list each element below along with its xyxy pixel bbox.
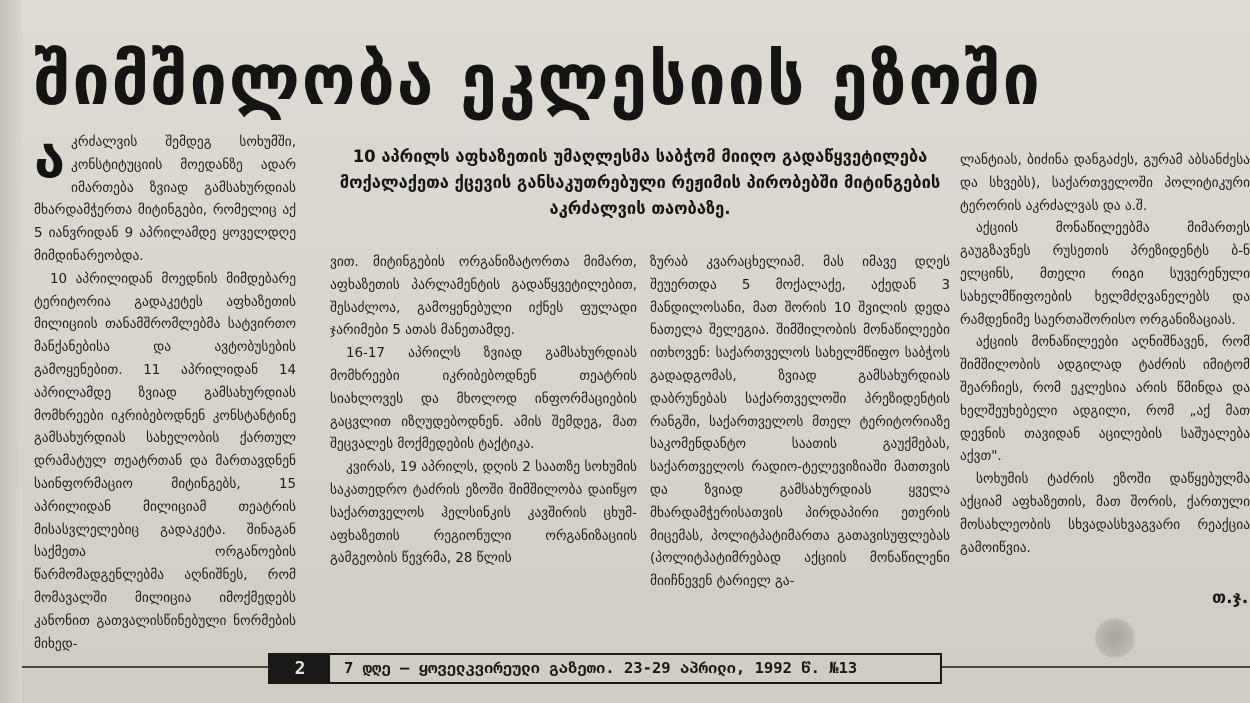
paragraph: 10 აპრილიდან მოედნის მიმდებარე ტერიტორია გადაკეტეს აფხაზეთის მილიციის თანამშრომლებმა სატვირთო მანქანებისა და ავტობუსების გამოყენებით. 11 აპრილიდან 14 აპრილამდე ზვიად გამსახურდიას მომხრეები იკრიბებოდნენ კონსტანტინე გამსახურდიას სახელობის ქართულ დრამატულ თეატრთან და მართავდნენ საინფორმაციო მიტინგებს, 15 აპრილიდან მილიციამ თეატრის მისასვლელებიც გადაკეტა. შინაგან საქმეთა ორგანოების წარმომადგენლებმა აღნიშნეს, რომ მომავალში მილიცია იმოქმედებს კანონით გათვალისწინებული ნორმების მიხედ- (34, 271, 296, 652)
masthead-line: 7 დღე — ყოველკვირეული გაზეთი. 23-29 აპრილი, 1992 წ. №13 (344, 659, 858, 677)
article-column-1 (34, 126, 296, 652)
lead-paragraph: 10 აპრილს აფხაზეთის უმაღლესმა საბჭომ მიიღო გადაწყვეტილება მოქალაქეთა ქცევის განსაკუთრებული რეჟიმის პირობებში მიტინგების აკრძალვის თაობაზე. (339, 147, 941, 218)
headline: შიმშილობა ეკლესიის ეზოში (34, 37, 1042, 122)
paragraph: კვირას, 19 აპრილს, დღის 2 საათზე სოხუმის საკათედრო ტაძრის ეზოში შიმშილობა დაიწყო საქართველოს ჰელსინკის კავშირის ცხუმ-აფხაზეთის რეგიონული ორგანიზაციის გამგეობის წევრმა, 28 წლის (330, 460, 637, 567)
paragraph: ვით. მიტინგების ორგანიზატორთა მიმართ, აფხაზეთის პარლამენტის გადაწყვეტილებით, შესაძლოა, გამოყენებული იქნეს ფულადი ჯარიმები 5 ათას მანეთამდე. (330, 255, 637, 339)
footer-rule-right (942, 666, 1250, 668)
article-column-2 (330, 252, 637, 627)
ink-smudge (1094, 617, 1136, 659)
footer-rule-left (22, 666, 268, 668)
paragraph: ლანტიას, ბიძინა დანგაძეს, გურამ აბსანძესა და სხვებს), საქართველოში პოლიტიკური ტერორის აკრძალვას და ა.შ. (960, 153, 1250, 214)
drop-cap: ა (34, 126, 66, 191)
paragraph: სოხუმის ტაძრის ეზოში დაწყებულმა აქციამ აფხაზეთის, მათ შორის, ქართული მოსახლეობის სხვადასხვაგვარი რეაქცია გამოიწვია. (960, 472, 1250, 556)
paragraph: აქციის მონაწილეებმა მიმართეს გაუგზავნეს რუსეთის პრეზიდენტს ბ-ნ ელცინს, მთელი რიგი სუვერენული სახელმწიფოების ხელმძღვანელებს და რამდენიმე საერთაშორისო ორგანიზაციას. (960, 221, 1250, 328)
article-column-4 (960, 150, 1250, 610)
paragraph: კრძალვის შემდეგ სოხუმში, კონსტიტუციის მოედანზე ადარ იმართება ზვიად გამსახურდიას მხარდამჭერთა მიტინგები, რომელიც აქ 5 იანვრიდან 9 აპრილამდე ყოველდღე მიმდინარეობდა. (34, 135, 296, 264)
paragraph: აქციის მონაწილეები აღნიშნავენ, რომ შიმშილობის ადგილად ტაძრის იმიტომ შეარჩიეს, რომ ეკლესია არის წმინდა და ხელშეუხებელი ადგილი, რომ „აქ მათ დევნის თავიდან აცილების საშუალება აქვთ". (960, 335, 1250, 465)
page-footer (268, 653, 942, 684)
paragraph: 16-17 აპრილს ზვიად გამსახურდიას მომხრეები იკრიბებოდნენ თეატრის სიახლოვეს და მხოლოდ ინფორმაციების გაცვლით იზღუდებოდნენ. ამის შემდეგ, მათ შეცვალეს მოქმედების ტაქტიკა. (330, 346, 637, 453)
author-signature: თ.ჯ. (1212, 588, 1249, 608)
article-column-3 (650, 252, 950, 627)
paragraph: ზურაბ კვარაცხელიამ. მას იმავე დღეს შეუერთდა 5 მოქალაქე, აქედან 3 მანდილოსანი, მათ შორის 10 შვილის დედა ნათელა შელეგია. შიმშილობის მონაწილეები ითხოვენ: საქართველოს სახელმწიფო საბჭოს გადადგომას, ზვიად გამსახურდიას დაბრუნებას საქართველოში პრეზიდენტის რანგში, საქართველოს მთელ ტერიტორიაზე საკომენდანტო საათის გაუქმებას, საქართველოს რადიო-ტელევიზიაში მათთვის და ზვიად გამსახურდიას ყველა მხარდამჭერისათვის პირდაპირი ეთერის მიცემას, პოლიტპატიმართა გათავისუფლებას (პოლიტპატიმრებად აქციის მონაწილენი მიიჩნევენ ტარიელ გა- (650, 255, 950, 590)
page-number: 2 (270, 655, 330, 682)
page-fold-edge (0, 0, 22, 703)
